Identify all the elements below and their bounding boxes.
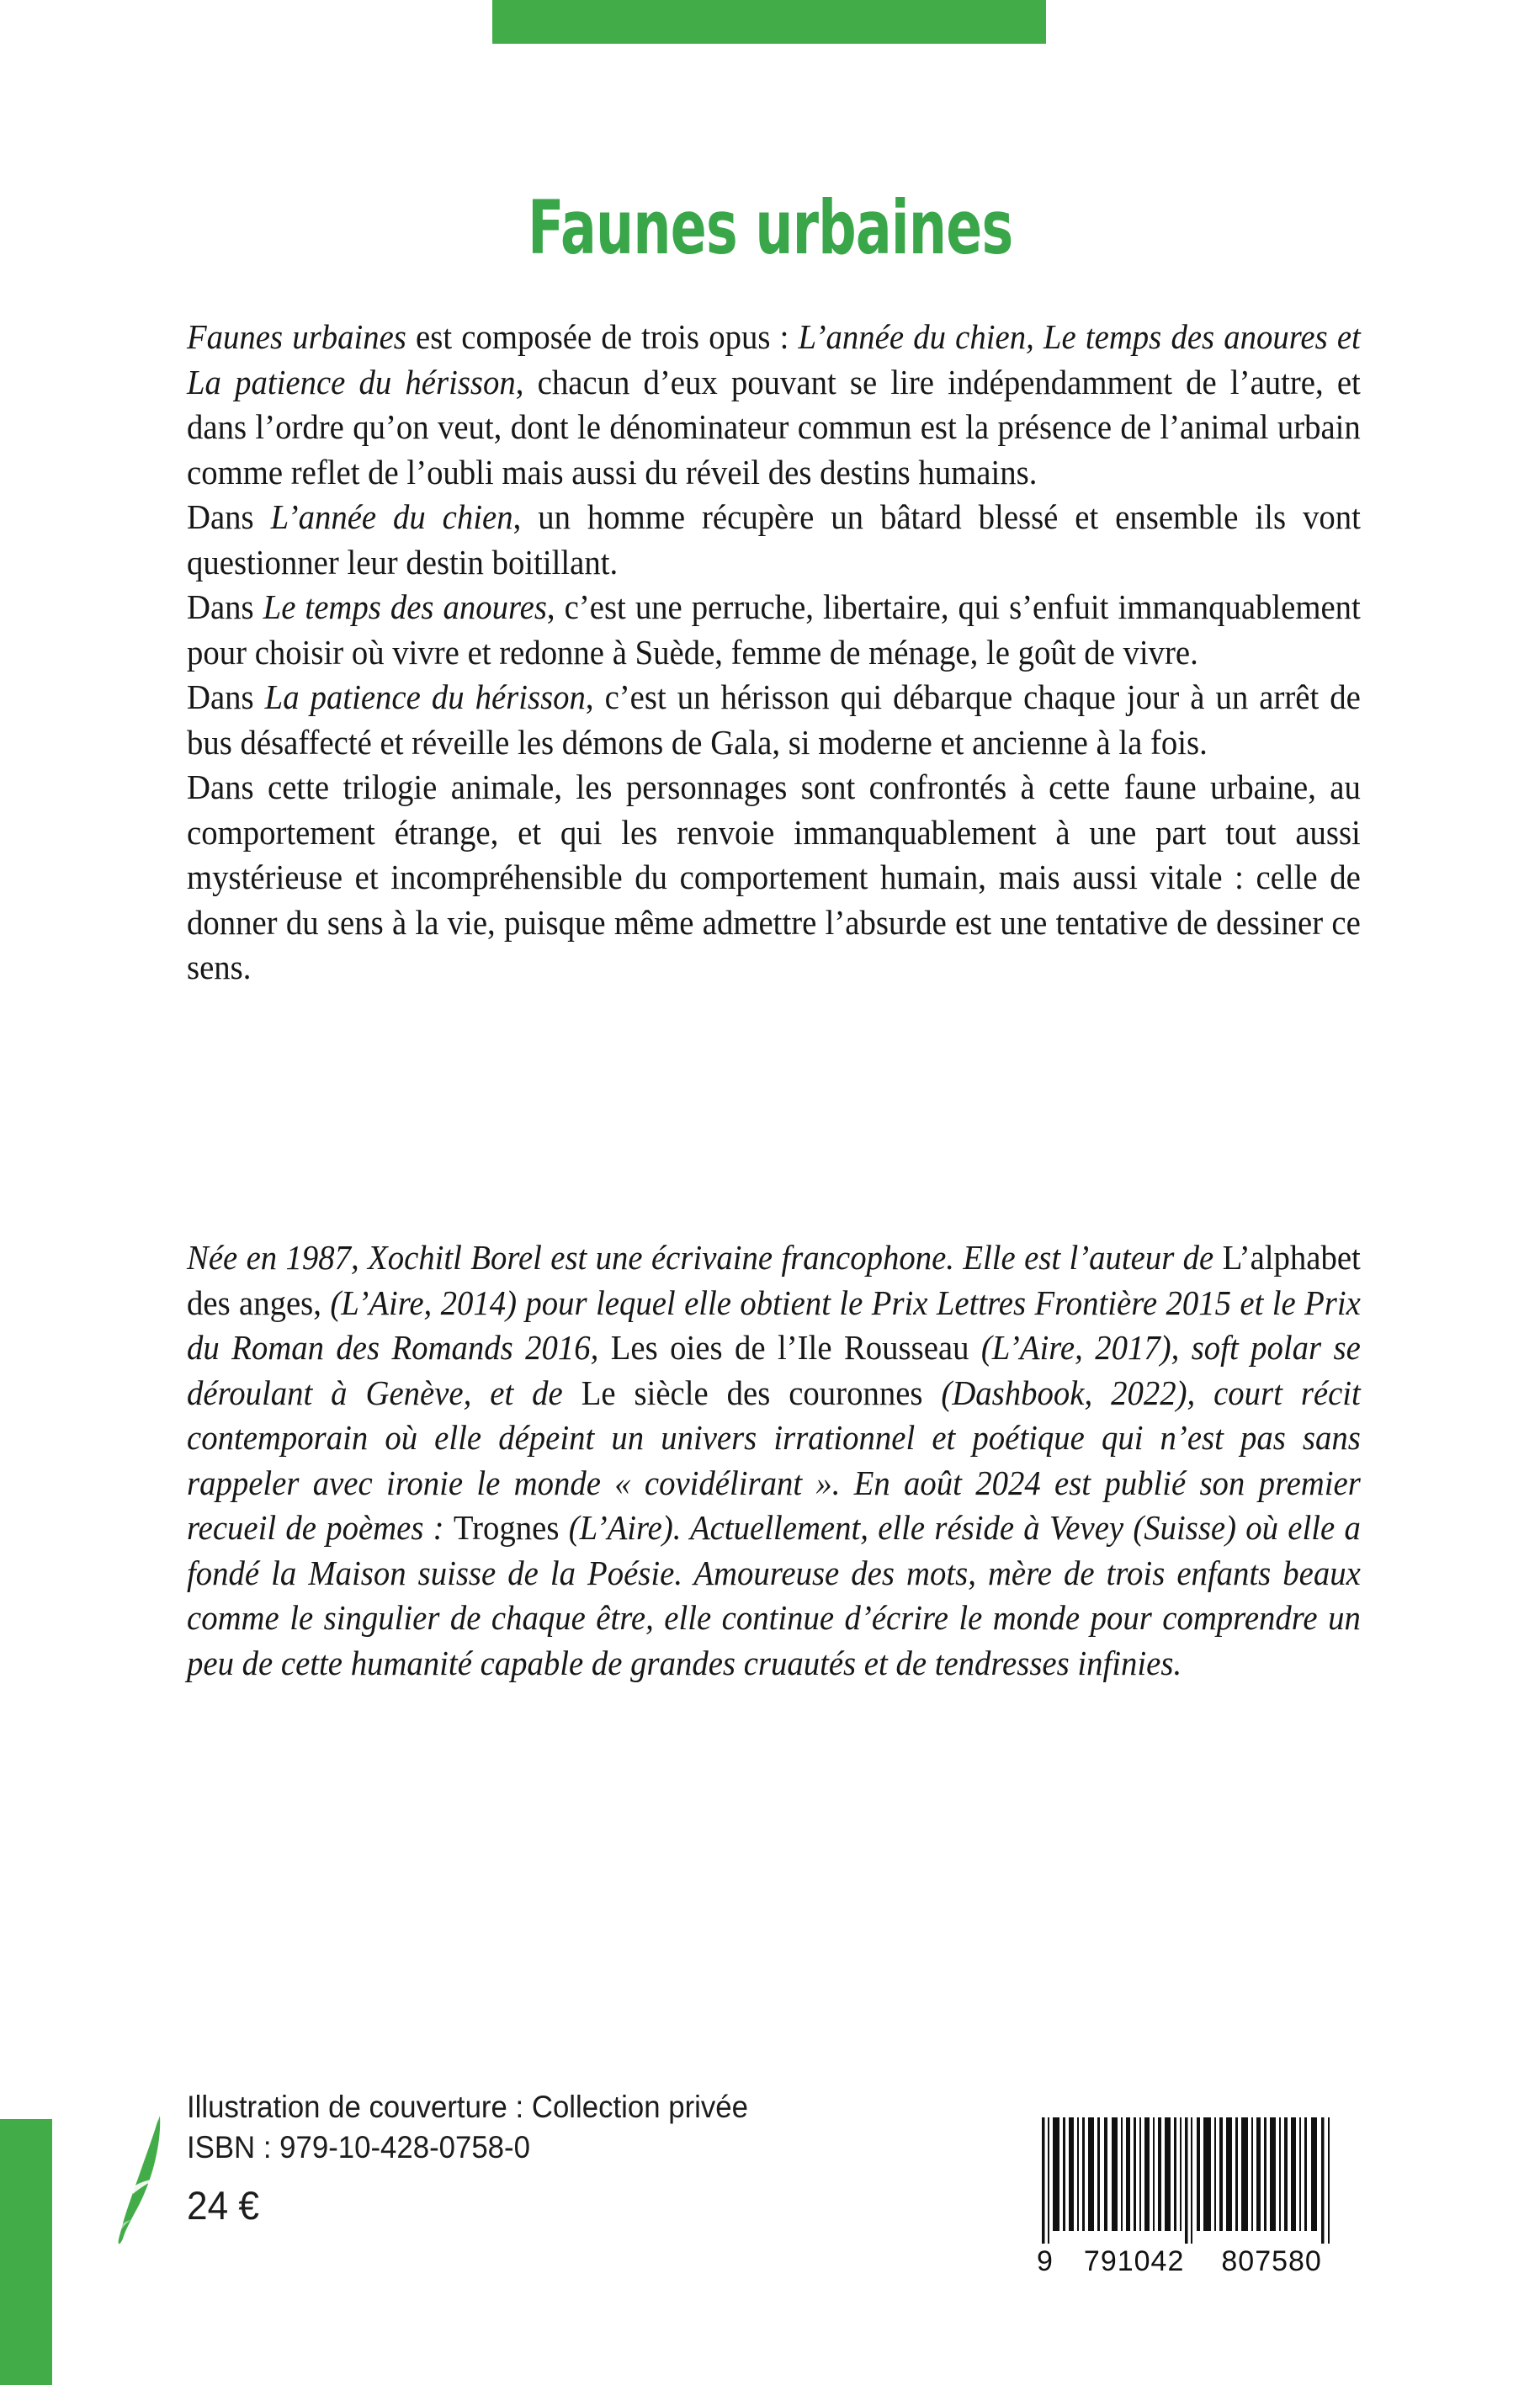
- blurb-column: [187, 315, 1361, 991]
- text-run: Dans cette trilogie animale, les personnages sont confrontés à cette faune urbaine, au comportement étrange, et qui les renvoie immanquablement à une part tout aussi mystérieuse et incompréhensible du comportement humain, mais aussi vitale : celle de donner du sens à la vie, puisque même admettre l’absurde est une tentative de dessiner ce sens.: [187, 768, 1361, 986]
- text-run: Faunes urbaines: [187, 317, 406, 356]
- text-run: L’année du chien, Le temps des anoures et La patience du hérisson: [187, 317, 1361, 401]
- text-run: Les oies de l’Ile Rousseau: [610, 1328, 969, 1367]
- text-run: Le siècle des couronnes: [581, 1373, 923, 1412]
- text-run: , un homme récupère un bâtard blessé et ensemble ils vont questionner leur destin boitillant.: [187, 497, 1361, 582]
- barcode-bars-icon: [1035, 2117, 1346, 2244]
- price-label: 24 €: [187, 2183, 259, 2228]
- barcode: [1035, 2117, 1346, 2278]
- text-run: Dans: [187, 677, 265, 716]
- text-run: Le temps des anoures: [263, 587, 547, 626]
- blurb-paragraph: [187, 495, 1361, 585]
- text-run: Dans: [187, 497, 271, 536]
- text-run: (L’Aire, 2017), soft polar se déroulant à Genève, et de: [187, 1328, 1361, 1412]
- blurb-paragraph: [187, 765, 1361, 991]
- blurb-paragraph: [187, 585, 1361, 675]
- page-title-container: [0, 141, 1540, 315]
- blurb-paragraph: [187, 675, 1361, 765]
- text-run: L’alphabet des anges,: [187, 1238, 1361, 1322]
- barcode-digit-group-1: 9: [1037, 2245, 1054, 2277]
- author-bio-text: [187, 1235, 1361, 1686]
- text-run: (L’Aire, 2014) pour lequel elle obtient le Prix Lettres Frontière 2015 et le Prix du Roman des Romands 2016,: [187, 1283, 1361, 1367]
- text-run: , chacun d’eux pouvant se lire indépendamment de l’autre, et dans l’ordre qu’on veut, dont le dénominateur commun est la présence de l’animal urbain comme reflet de l’oubli mais aussi du réveil des destins humains.: [187, 362, 1361, 491]
- text-run: est composée de trois opus :: [406, 317, 799, 356]
- text-run: , c’est un hérisson qui débarque chaque jour à un arrêt de bus désaffecté et réveille les démons de Gala, si moderne et ancienne à la fois.: [187, 677, 1361, 762]
- text-run: (Dashbook, 2022), court récit contemporain où elle dépeint un univers irrationnel et poétique qui n’est pas sans rappeler avec ironie le monde « covidélirant ». En août 2024 est publié son premier recueil de poèmes :: [187, 1373, 1361, 1547]
- text-run: L’année du chien: [270, 497, 513, 536]
- blurb-text: [187, 315, 1361, 991]
- barcode-digit-group-3: 807580: [1221, 2245, 1322, 2277]
- text-run: Dans: [187, 587, 263, 626]
- footer-block: [187, 2087, 1028, 2232]
- barcode-digits: [1035, 2245, 1346, 2278]
- blurb-paragraph: [187, 315, 1361, 495]
- text-run: (L’Aire). Actuellement, elle réside à Vevey (Suisse) où elle a fondé la Maison suisse de la Poésie. Amoureuse des mots, mère de trois enfants beaux comme le singulier de chaque être, elle continue d’écrire le monde pour comprendre un peu de cette humanité capable de grandes cruautés et de tendresses infinies.: [187, 1508, 1361, 1682]
- isbn-line: ISBN : 979-10-428-0758-0: [187, 2130, 530, 2165]
- left-green-accent-bar: [0, 2119, 52, 2385]
- bio-paragraph: [187, 1235, 1361, 1686]
- feather-icon: [108, 2111, 175, 2245]
- text-run: La patience du hérisson: [264, 677, 586, 716]
- book-title: Faunes urbaines: [527, 183, 1013, 271]
- text-run: , c’est une perruche, libertaire, qui s’enfuit immanquablement pour choisir où vivre et redonne à Suède, femme de ménage, le goût de vivre.: [187, 587, 1361, 672]
- barcode-digit-group-2: 791042: [1083, 2245, 1185, 2277]
- text-run: Née en 1987, Xochitl Borel est une écrivaine francophone. Elle est l’auteur de: [187, 1238, 1223, 1277]
- text-run: Trognes: [453, 1508, 560, 1547]
- top-green-accent-bar: [492, 0, 1046, 44]
- cover-credit-line: Illustration de couverture : Collection privée: [187, 2090, 748, 2124]
